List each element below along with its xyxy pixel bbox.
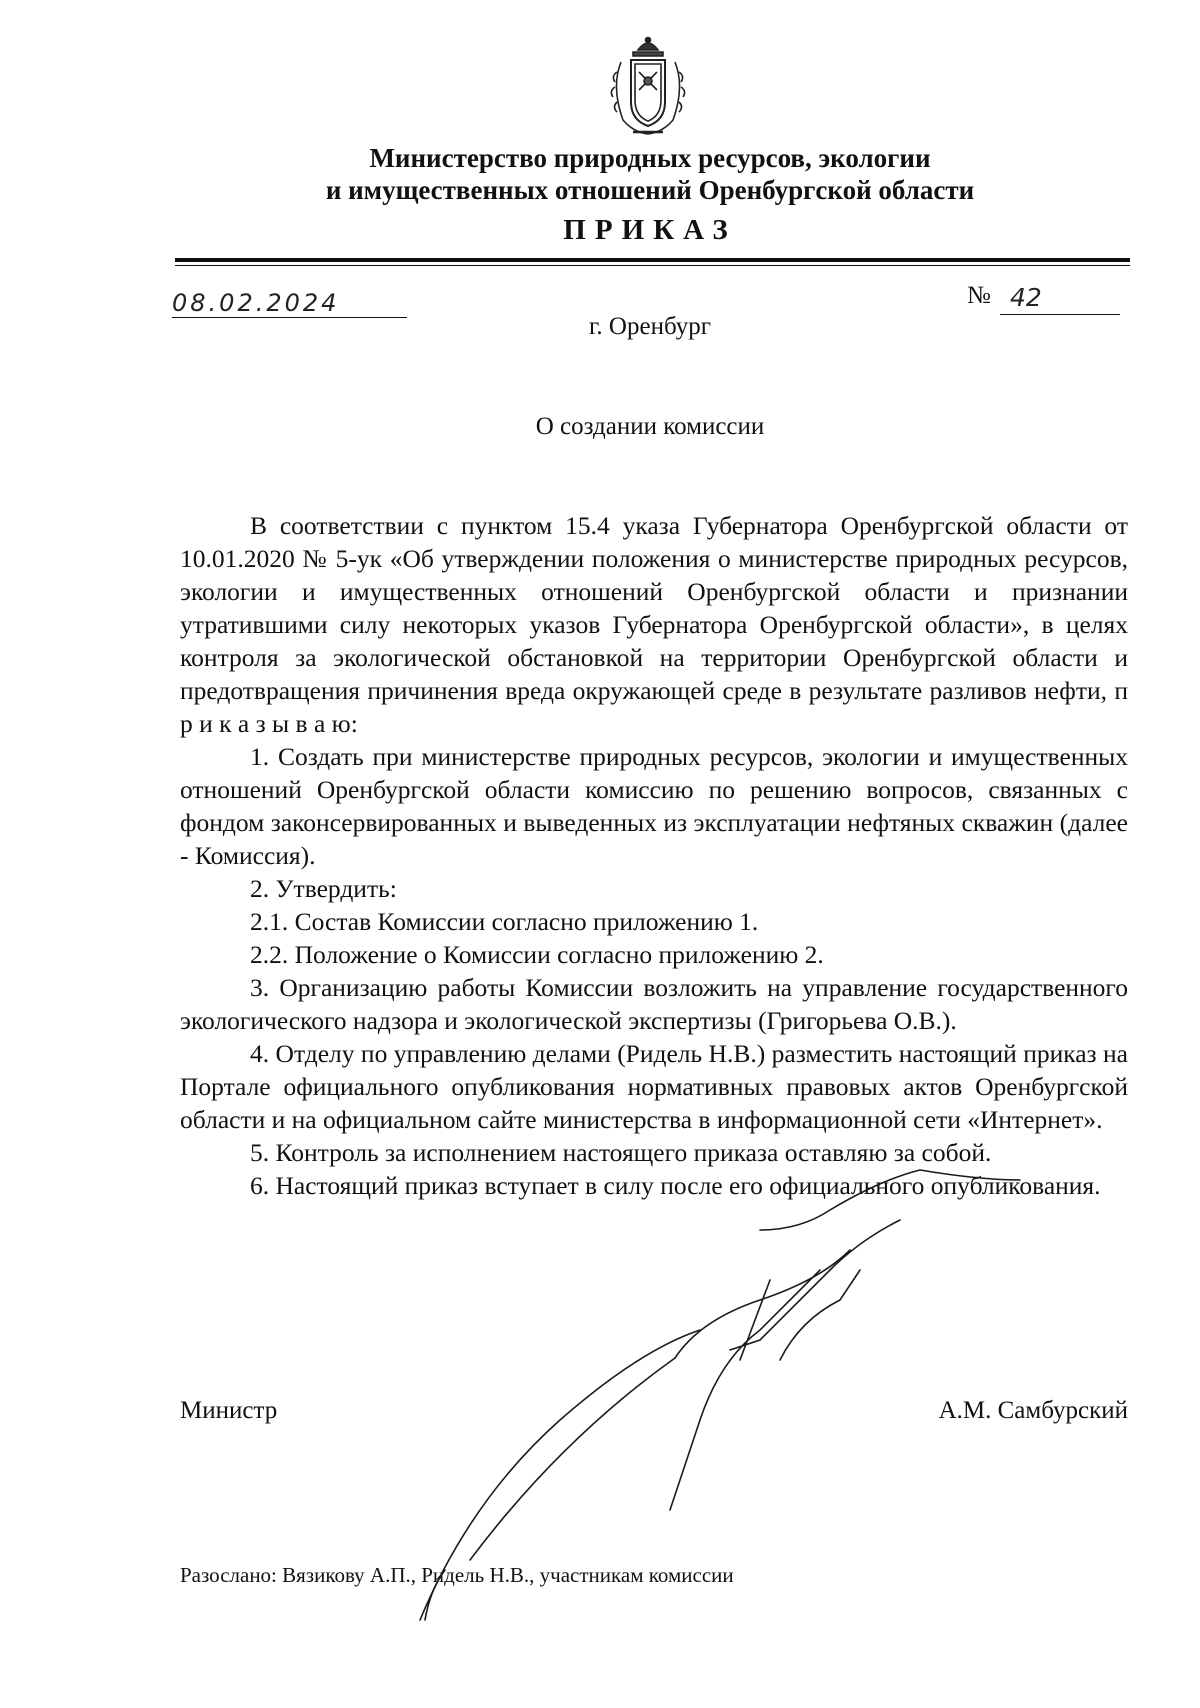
coat-of-arms-icon xyxy=(603,32,693,142)
distribution-list: Разослано: Вязикову А.П., Ридель Н.В., участникам комиссии xyxy=(180,1563,734,1587)
clause-2: 2. Утвердить: xyxy=(250,874,397,903)
header-divider-thin xyxy=(175,265,1130,266)
clause-3: 3. Организацию работы Комиссии возложить на управление государственного экологического надзора и экологической экспертизы (Григорьева О.В.). xyxy=(180,973,1128,1035)
clause-4: 4. Отделу по управлению делами (Ридель Н.В.) разместить настоящий приказ на Портале официального опубликования нормативных правовых актов Оренбургской области и на официальном сайте министерства в информационной сети «Интернет». xyxy=(180,1039,1128,1134)
order-subject: О создании комиссии xyxy=(535,413,765,440)
signatory-name: А.М. Самбурский xyxy=(938,1397,1128,1424)
clause-2-2: 2.2. Положение о Комиссии согласно приложению 2. xyxy=(250,940,824,969)
clause-1: 1. Создать при министерстве природных ресурсов, экологии и имущественных отношений Оренбургской области комиссию по решению вопросов, связанных с фондом законсервированных и выведенных из эксплуатации нефтяных скважин (далее - Комиссия). xyxy=(180,742,1128,870)
order-number-label: № xyxy=(967,282,991,309)
order-date: 08.02.2024 xyxy=(172,289,340,317)
clause-2-1: 2.1. Состав Комиссии согласно приложению 1. xyxy=(250,907,759,936)
order-number: 42 xyxy=(1010,283,1042,312)
header-divider xyxy=(175,258,1130,262)
preamble-paragraph: В соответствии с пунктом 15.4 указа Губернатора Оренбургской области от 10.01.2020 № 5-ук «Об утверждении положения о министерстве природных ресурсов, экологии и имущественных отношений Оренбургской области и признании утратившими силу некоторых указов Губернатора Оренбургской области», в целях контроля за экологической обстановкой на территории Оренбургской области и предотвращения причинения вреда окружающей среде в результате разливов нефти, п р и к а з ы в а ю: xyxy=(180,511,1128,738)
city: г. Оренбург xyxy=(589,313,711,340)
signatory-position: Министр xyxy=(180,1397,278,1424)
clause-5: 5. Контроль за исполнением настоящего приказа оставляю за собой. xyxy=(250,1138,992,1167)
ministry-name-line1: Министерство природных ресурсов, экологии xyxy=(369,143,931,173)
clause-6: 6. Настоящий приказ вступает в силу после его официального опубликования. xyxy=(250,1171,1101,1200)
ministry-name-line2: и имущественных отношений Оренбургской области xyxy=(325,175,975,205)
document-title: ПРИКАЗ xyxy=(563,214,737,246)
order-body xyxy=(180,509,1128,1202)
